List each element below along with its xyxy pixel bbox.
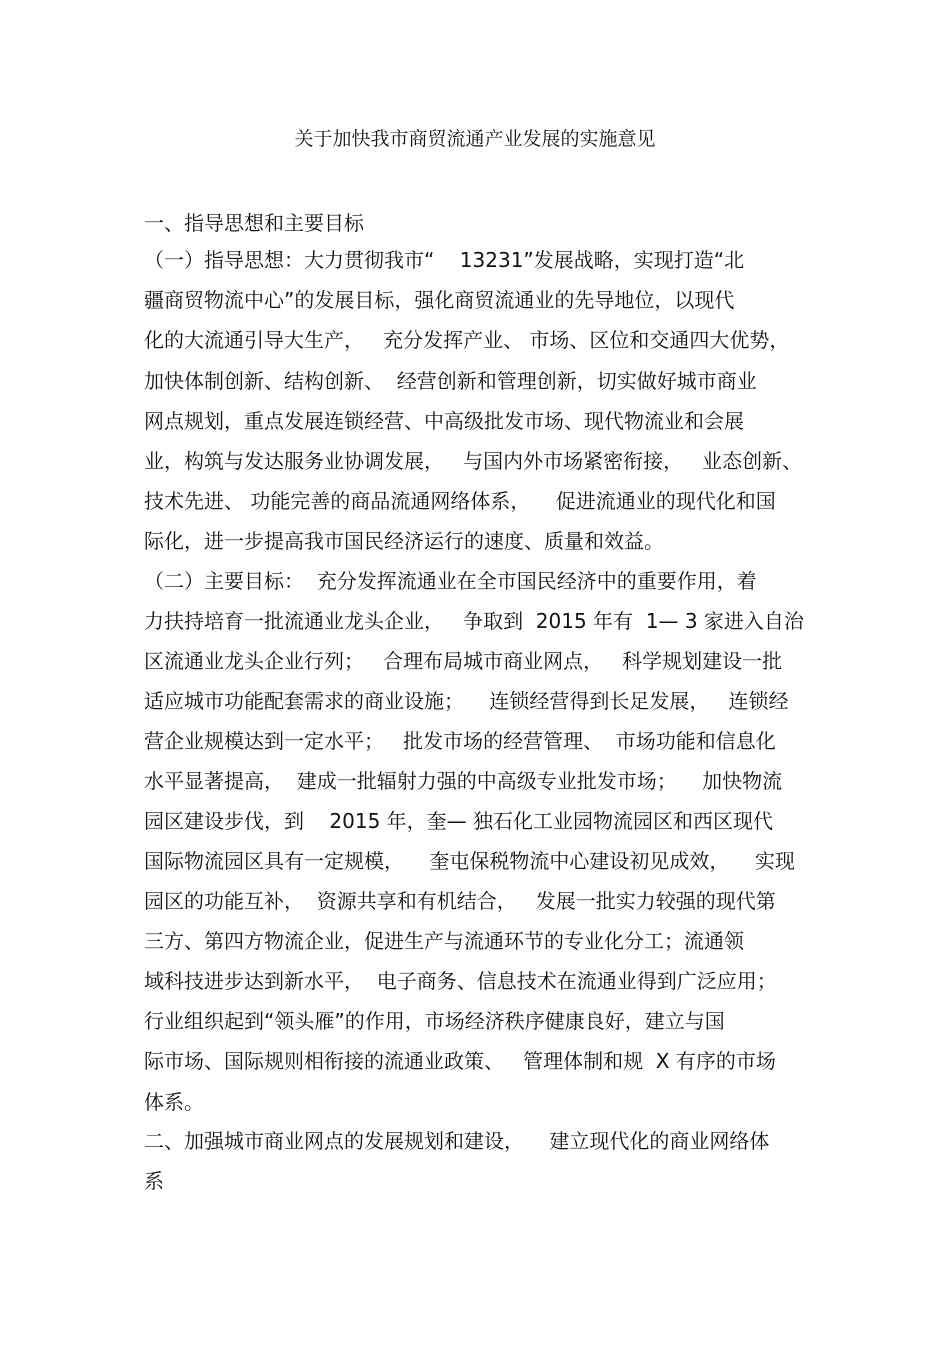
paragraph-line: 园区建设步伐，到 2015 年，奎— 独石化工业园物流园区和西区现代 — [144, 809, 774, 833]
paragraph-line: 疆商贸物流中心”的发展目标，强化商贸流通业的先导地位，以现代 — [144, 288, 735, 312]
paragraph-line: 园区的功能互补， 资源共享和有机结合， 发展一批实力较强的现代第 — [144, 889, 776, 913]
paragraph-line: （一）指导思想：大力贯彻我市“ 13231”发展战略，实现打造“北 — [144, 248, 745, 272]
paragraph-line: 化的大流通引导大生产， 充分发挥产业、 市场、区位和交通四大优势， — [144, 328, 790, 352]
section-heading-1: 一、指导思想和主要目标 — [144, 211, 364, 235]
paragraph-line: 业，构筑与发达服务业协调发展， 与国内外市场紧密衔接， 业态创新、 — [144, 449, 803, 473]
paragraph-line: 系 — [144, 1169, 164, 1193]
paragraph-line: 加快体制创新、结构创新、 经营创新和管理创新，切实做好城市商业 — [144, 369, 757, 393]
paragraph-line: 际化，进一步提高我市国民经济运行的速度、质量和效益。 — [144, 529, 664, 553]
paragraph-line: 域科技进步达到新水平， 电子商务、信息技术在流通业得到广泛应用； — [144, 969, 777, 993]
paragraph-line: 网点规划，重点发展连锁经营、中高级批发市场、现代物流业和会展 — [144, 409, 744, 433]
document-title: 关于加快我市商贸流通产业发展的实施意见 — [294, 128, 656, 150]
paragraph-line: 力扶持培育一批流通业龙头企业， 争取到 2015 年有 1— 3 家进入自治 — [144, 609, 804, 633]
paragraph-line: 际市场、国际规则相衔接的流通业政策、 管理体制和规 X 有序的市场 — [144, 1049, 776, 1073]
paragraph-line: 技术先进、 功能完善的商品流通网络体系， 促进流通业的现代化和国 — [144, 489, 776, 513]
paragraph-line: 水平显著提高， 建成一批辐射力强的中高级专业批发市场； 加快物流 — [144, 769, 783, 793]
paragraph-line: 体系。 — [144, 1090, 204, 1114]
paragraph-line: （二）主要目标： 充分发挥流通业在全市国民经济中的重要作用，着 — [144, 569, 757, 593]
paragraph-line: 国际物流园区具有一定规模， 奎屯保税物流中心建设初见成效， 实现 — [144, 849, 795, 873]
paragraph-line: 行业组织起到“领头雁”的作用，市场经济秩序健康良好，建立与国 — [144, 1009, 725, 1033]
paragraph-line: 三方、第四方物流企业，促进生产与流通环节的专业化分工；流通领 — [144, 929, 744, 953]
paragraph-line: 区流通业龙头企业行列； 合理布局城市商业网点， 科学规划建设一批 — [144, 649, 783, 673]
section-heading-2: 二、加强城市商业网点的发展规划和建设， 建立现代化的商业网络体 — [144, 1129, 770, 1153]
paragraph-line: 营企业规模达到一定水平； 批发市场的经营管理、 市场功能和信息化 — [144, 729, 776, 753]
paragraph-line: 适应城市功能配套需求的商业设施； 连锁经营得到长足发展， 连锁经 — [144, 689, 789, 713]
